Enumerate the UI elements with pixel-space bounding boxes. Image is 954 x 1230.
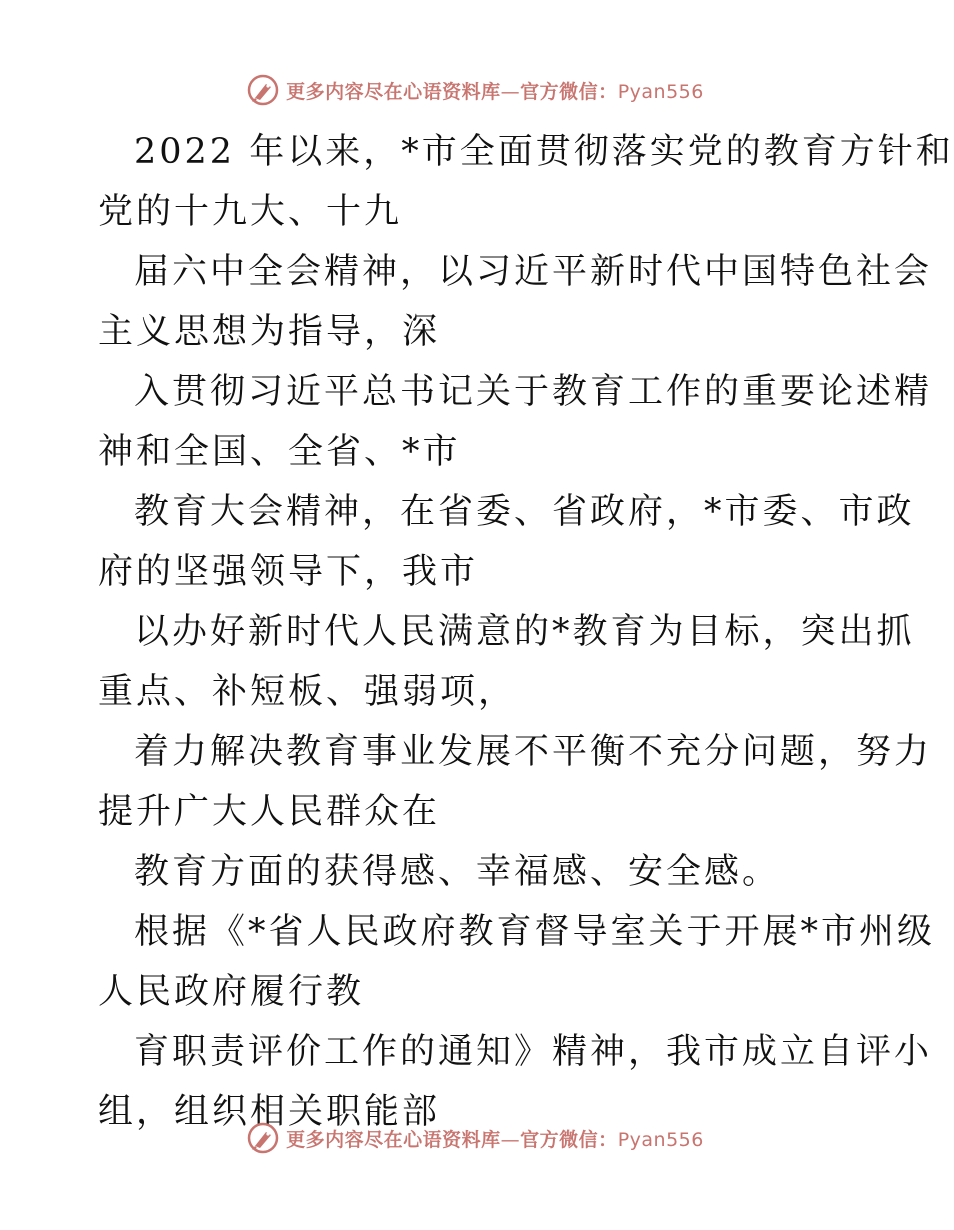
text-line: 育职责评价工作的通知》精神，我市成立自评小 [134, 1032, 933, 1072]
text-line: 以办好新时代人民满意的*教育为目标，突出抓 [134, 612, 915, 652]
document-body [98, 122, 954, 1142]
text-line: 根据《*省人民政府教育督导室关于开展*市州级 [134, 912, 936, 952]
text-line: 教育方面的获得感、幸福感、安全感。 [134, 852, 781, 892]
header-banner [0, 70, 950, 110]
text-line: 府的坚强领导下，我市 [98, 552, 479, 592]
banner-text: 更多内容尽在心语资料库—官方微信：Pyan556 [286, 1128, 704, 1151]
text-line: 2022 年以来，*市全面贯彻落实党的教育方针和 [134, 132, 954, 172]
text-line: 入贯彻习近平总书记关于教育工作的重要论述精 [134, 372, 933, 412]
text-line: 神和全国、全省、*市 [98, 432, 461, 472]
text-line: 党的十九大、十九 [98, 192, 403, 232]
footer-banner [0, 1118, 950, 1158]
banner-text: 更多内容尽在心语资料库—官方微信：Pyan556 [286, 80, 704, 103]
text-line: 教育大会精神，在省委、省政府，*市委、市政 [134, 492, 915, 532]
text-line: 人民政府履行教 [98, 972, 365, 1012]
text-line: 着力解决教育事业发展不平衡不充分问题，努力 [134, 732, 933, 772]
text-line: 重点、补短板、强弱项， [98, 672, 517, 712]
text-line: 届六中全会精神，以习近平新时代中国特色社会 [134, 252, 933, 292]
pen-nib-logo-icon [246, 73, 280, 107]
text-line: 主义思想为指导，深 [98, 312, 441, 352]
text-line: 组，组织相关职能部 [98, 1092, 441, 1132]
text-line: 提升广大人民群众在 [98, 792, 441, 832]
pen-nib-logo-icon [246, 1121, 280, 1155]
